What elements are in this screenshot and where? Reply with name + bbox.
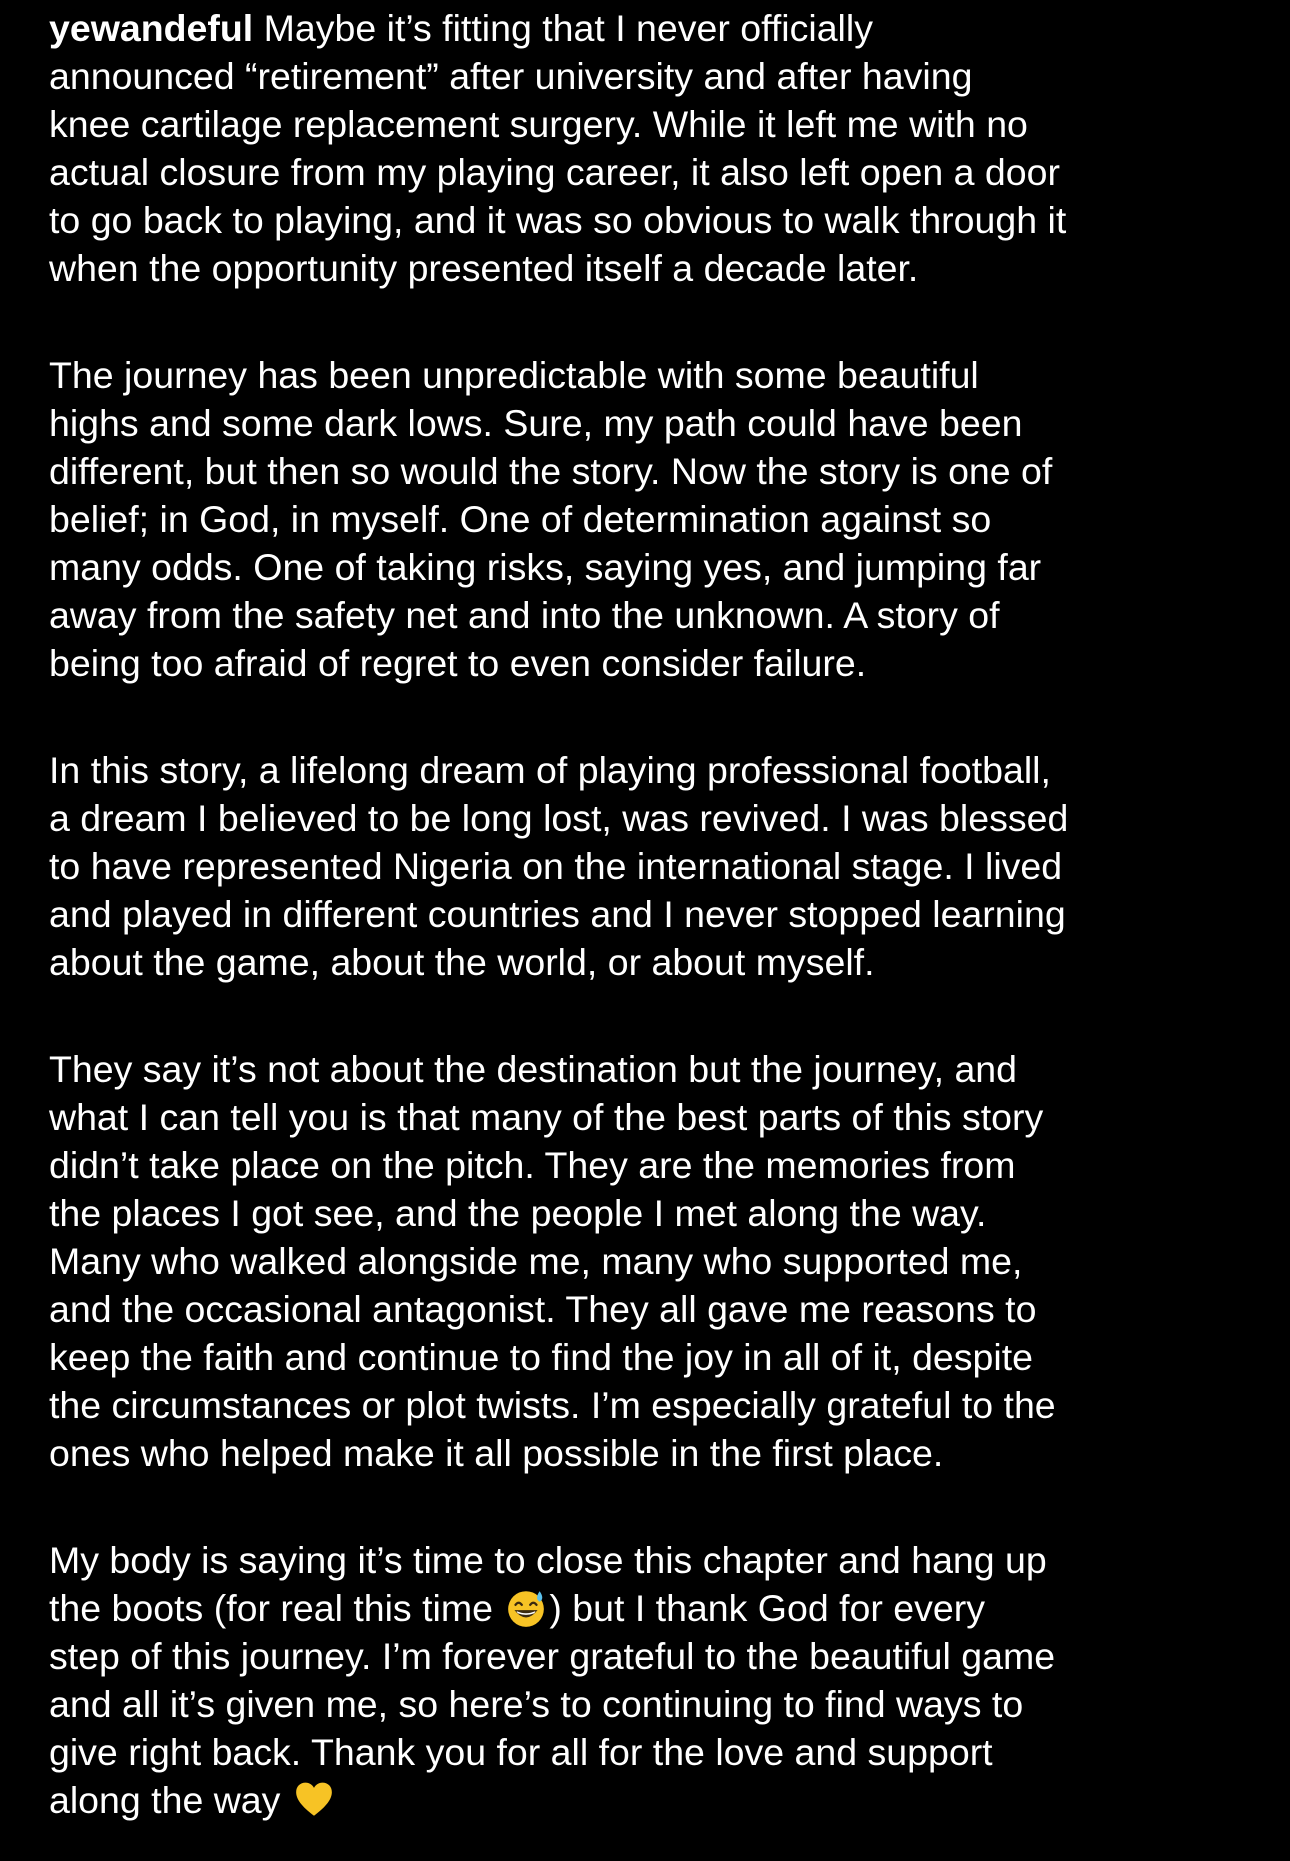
caption-text: Maybe it’s fitting that I never officially announced “retirement” after university and after having knee cartilage replacement surgery. While it left me with no actual closure from my playing career, it also left open a door to go back to playing, and it was so obvious to walk through it when the opportunity presented itself a decade later. [49,7,1067,289]
username-link[interactable]: yewandeful [49,7,254,49]
caption-paragraph-5 [49,1536,1259,1824]
caption-text: My body is saying it’s time to close this chapter and hang up the boots (for real this time [49,1539,1047,1629]
grinning-sweat-emoji-icon [505,1587,547,1629]
caption-paragraph-1 [49,4,1259,292]
caption-paragraph-3: In this story, a lifelong dream of playing professional football, a dream I believed to be long lost, was revived. I was blessed to have represented Nigeria on the international stage. I lived and played in different countries and I never stopped learning about the game, about the world, or about myself. [49,749,1069,983]
post-caption [49,4,1259,1824]
caption-text: ) but I thank God for every step of this journey. I’m forever grateful to the beautiful game and all it’s given me, so here’s to continuing to find ways to give right back. Thank you for all for the love and support along the way [49,1587,1056,1821]
yellow-heart-emoji-icon [293,1779,335,1821]
caption-paragraph-4: They say it’s not about the destination but the journey, and what I can tell you is that many of the best parts of this story didn’t take place on the pitch. They are the memories from the places I got see, and the people I met along the way. Many who walked alongside me, many who supported me, and the occasional antagonist. They all gave me reasons to keep the faith and continue to find the joy in all of it, despite the circumstances or plot twists. I’m especially grateful to the ones who helped make it all possible in the first place. [49,1048,1056,1474]
caption-paragraph-2: The journey has been unpredictable with some beautiful highs and some dark lows. Sure, my path could have been different, but then so would the story. Now the story is one of belief; in God, in myself. One of determination against so many odds. One of taking risks, saying yes, and jumping far away from the safety net and into the unknown. A story of being too afraid of regret to even consider failure. [49,354,1053,684]
